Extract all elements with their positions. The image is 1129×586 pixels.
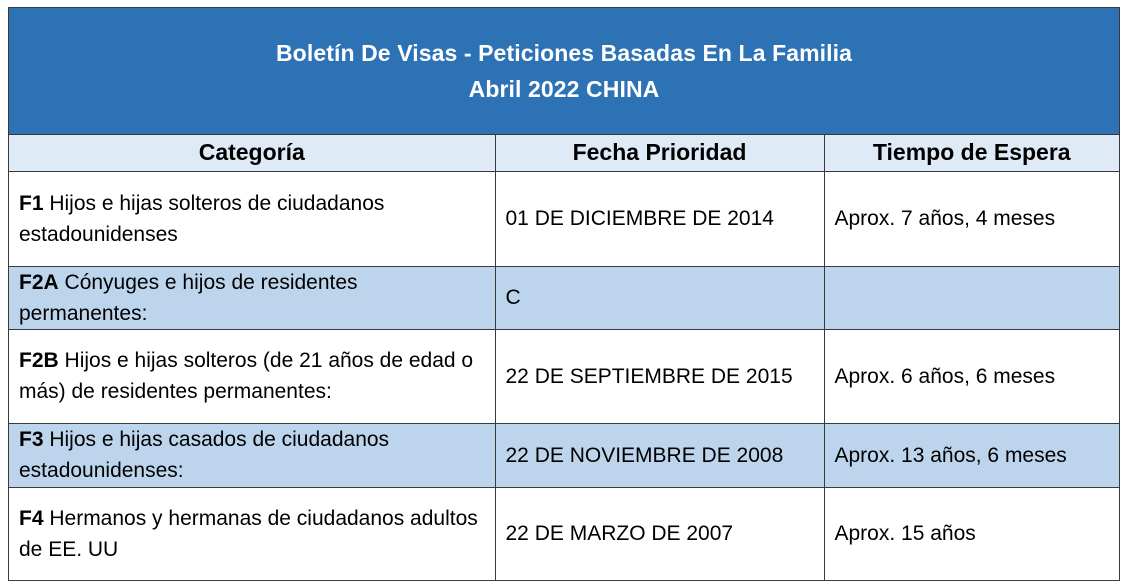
column-header-category: Categoría [9, 135, 495, 171]
category-cell [9, 266, 495, 329]
category-code: F2A [19, 270, 59, 294]
table-row [9, 171, 1119, 266]
wait-time-cell: Aprox. 7 años, 4 meses [824, 171, 1119, 266]
priority-date-cell: 22 DE MARZO DE 2007 [495, 487, 824, 580]
table-row [9, 329, 1119, 423]
category-description: Hijos e hijas casados de ciudadanos estadounidenses: [19, 428, 390, 482]
category-description: Hijos e hijas solteros de ciudadanos estadounidenses [19, 191, 385, 246]
category-cell [9, 487, 495, 580]
priority-date-cell: 22 DE NOVIEMBRE DE 2008 [495, 423, 824, 487]
visa-bulletin-table [9, 135, 1119, 580]
table-subtitle: Abril 2022 CHINA [468, 76, 660, 102]
table-row [9, 423, 1119, 487]
category-code: F4 [19, 506, 44, 530]
category-cell [9, 423, 495, 487]
category-cell [9, 171, 495, 266]
wait-time-cell: Aprox. 15 años [824, 487, 1119, 580]
wait-time-cell: Aprox. 6 años, 6 meses [824, 329, 1119, 423]
table-row [9, 487, 1119, 580]
header-row [9, 135, 1119, 171]
category-cell [9, 329, 495, 423]
category-description: Hijos e hijas solteros (de 21 años de edad o más) de residentes permanentes: [19, 349, 474, 403]
wait-time-cell: Aprox. 13 años, 6 meses [824, 423, 1119, 487]
visa-bulletin-table-container [8, 7, 1120, 581]
category-description: Cónyuges e hijos de residentes permanentes: [19, 270, 358, 325]
priority-date-cell: C [495, 266, 824, 329]
table-row [9, 266, 1119, 329]
title-banner [9, 8, 1119, 135]
category-code: F1 [19, 191, 44, 215]
column-header-wait-time: Tiempo de Espera [824, 135, 1119, 171]
priority-date-cell: 01 DE DICIEMBRE DE 2014 [495, 171, 824, 266]
table-title: Boletín De Visas - Peticiones Basadas En La Familia [275, 40, 853, 66]
category-description: Hermanos y hermanas de ciudadanos adultos de EE. UU [19, 506, 478, 561]
priority-date-cell: 22 DE SEPTIEMBRE DE 2015 [495, 329, 824, 423]
category-code: F3 [19, 428, 44, 451]
category-code: F2B [19, 349, 59, 372]
column-header-priority-date: Fecha Prioridad [495, 135, 824, 171]
wait-time-cell [824, 266, 1119, 329]
